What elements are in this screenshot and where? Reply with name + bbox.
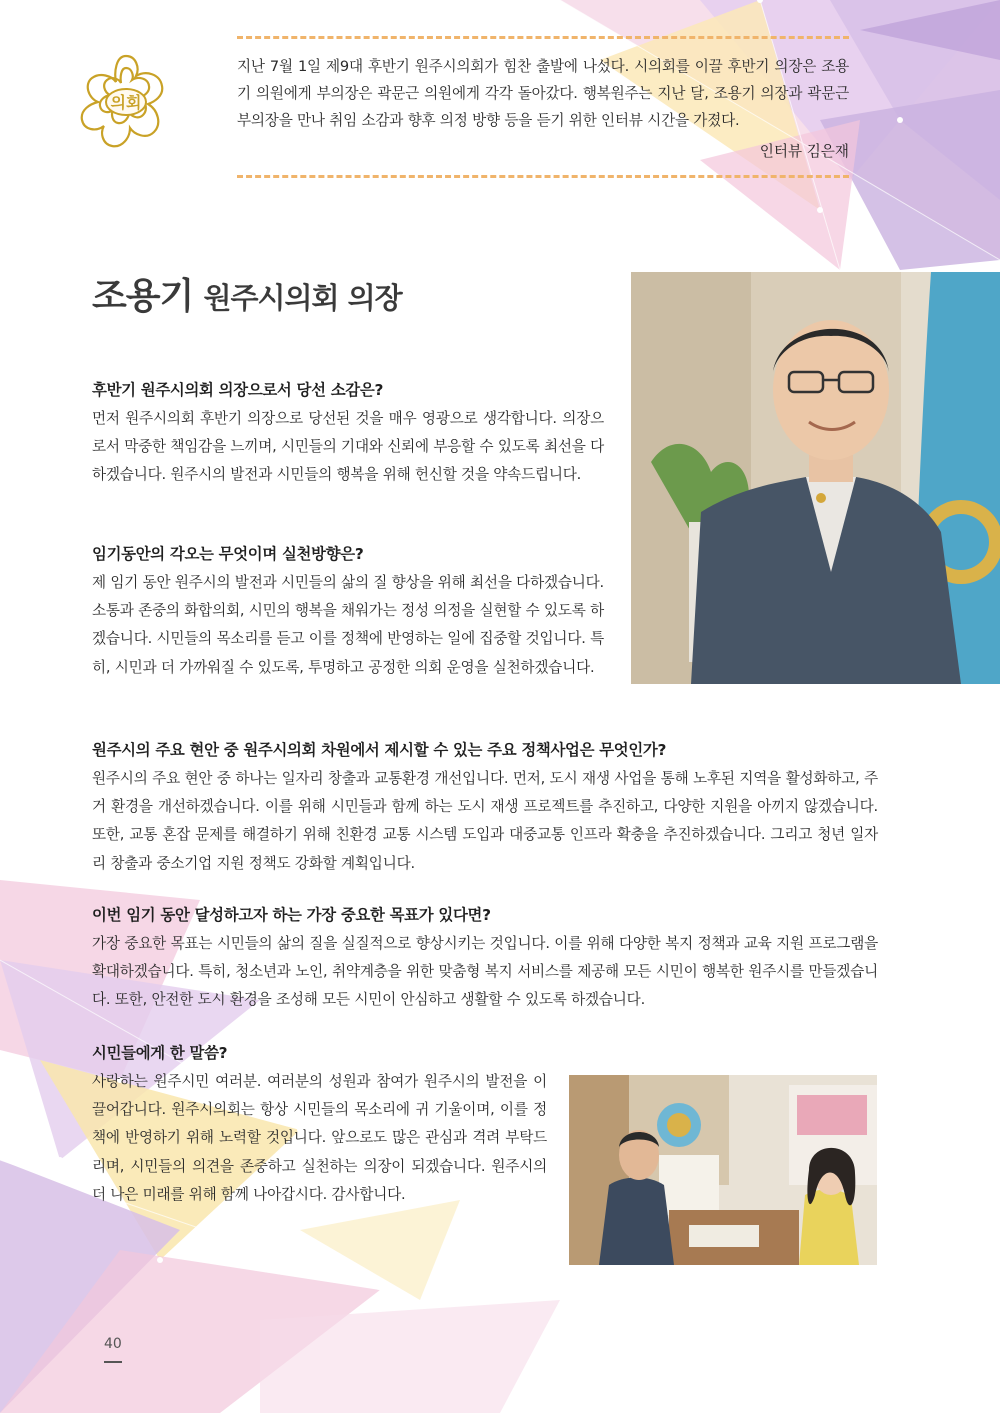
qa-block-2 — [92, 542, 604, 682]
page-number: 40 — [104, 1336, 122, 1352]
intro-bottom-divider — [237, 175, 849, 178]
question-4: 이번 임기 동안 달성하고자 하는 가장 중요한 목표가 있다면? — [92, 906, 491, 924]
answer-1: 먼저 원주시의회 후반기 의장으로 당선된 것을 매우 영광으로 생각합니다. 의장으로서 막중한 책임감을 느끼며, 시민들의 기대와 신뢰에 부응할 수 있도록 최선을 다하겠습니다. 원주시의 발전과 시민들의 행복을 위해 헌신할 것을 약속드립니다. — [92, 410, 604, 484]
intro-top-divider — [237, 36, 849, 39]
qa-block-4 — [92, 903, 878, 1015]
question-2: 임기동안의 각오는 무엇이며 실천방향은? — [92, 545, 364, 563]
answer-3: 원주시의 주요 현안 중 하나는 일자리 창출과 교통환경 개선입니다. 먼저, 도시 재생 사업을 통해 노후된 지역을 활성화하고, 주거 환경을 개선하겠습니다. 이를 위해 시민들과 함께 하는 도시 재생 프로젝트를 추진하고, 다양한 지원을 아끼지 않겠습니다. 또한, 교통 혼잡 문제를 해결하기 위해 친환경 교통 시스템 도입과 대중교통 인프라 확충을 추진하겠습니다. 그리고 청년 일자리 창출과 중소기업 지원 정책도 강화할 계획입니다. — [92, 770, 878, 872]
emblem-label: 의회 — [110, 93, 142, 112]
interview-photo — [569, 1075, 877, 1265]
question-3: 원주시의 주요 현안 중 원주시의회 차원에서 제시할 수 있는 주요 정책사업은 무엇인가? — [92, 741, 667, 759]
qa-block-1 — [92, 378, 604, 490]
page-number-rule — [104, 1361, 122, 1363]
question-1: 후반기 원주시의회 의장으로서 당선 소감은? — [92, 381, 384, 399]
portrait-photo — [631, 272, 1000, 684]
question-5: 시민들에게 한 말씀? — [92, 1044, 228, 1062]
interviewer-credit: 인터뷰 김은재 — [759, 143, 849, 160]
qa-block-3 — [92, 738, 878, 878]
qa-block-5 — [92, 1041, 547, 1209]
answer-2: 제 임기 동안 원주시의 발전과 시민들의 삶의 질 향상을 위해 최선을 다하겠습니다. 소통과 존중의 화합의회, 시민의 행복을 채워가는 정성 의정을 실현할 수 있도록 하겠습니다. 시민들의 목소리를 듣고 이를 정책에 반영하는 일에 집중할 것입니다. 특히, 시민과 더 가까워질 수 있도록, 투명하고 공정한 의회 운영을 실천하겠습니다. — [92, 574, 604, 676]
council-emblem-icon — [74, 50, 178, 154]
intro-text: 지난 7월 1일 제9대 후반기 원주시의회가 힘찬 출발에 나섰다. 시의회를 이끌 후반기 의장은 조용기 의원에게 부의장은 곽문근 의원에게 각각 돌아갔다. 행복원주는 지난 달, 조용기 의장과 곽문근 부의장을 만나 취임 소감과 향후 의정 방향 등을 듣기 위한 인터뷰 시간을 가졌다. — [237, 58, 849, 129]
page-title — [92, 268, 402, 319]
answer-5: 사랑하는 원주시민 여러분. 여러분의 성원과 참여가 원주시의 발전을 이끌어갑니다. 원주시의회는 항상 시민들의 목소리에 귀 기울이며, 이를 정책에 반영하기 위해 노력할 것입니다. 앞으로도 많은 관심과 격려 부탁드리며, 시민들의 의견을 존중하고 실천하는 의장이 되겠습니다. 원주시의 더 나은 미래를 위해 함께 나아갑시다. 감사합니다. — [92, 1073, 547, 1203]
answer-4: 가장 중요한 목표는 시민들의 삶의 질을 실질적으로 향상시키는 것입니다. 이를 위해 다양한 복지 정책과 교육 지원 프로그램을 확대하겠습니다. 특히, 청소년과 노인, 취약계층을 위한 맞춤형 복지 서비스를 제공해 모든 시민이 행복한 원주시를 만들겠습니다. 또한, 안전한 도시 환경을 조성해 모든 시민이 안심하고 생활할 수 있도록 하겠습니다. — [92, 935, 878, 1009]
intro-box — [237, 36, 849, 178]
title-name: 조용기 — [92, 275, 194, 317]
title-role: 원주시의회 의장 — [203, 281, 402, 315]
